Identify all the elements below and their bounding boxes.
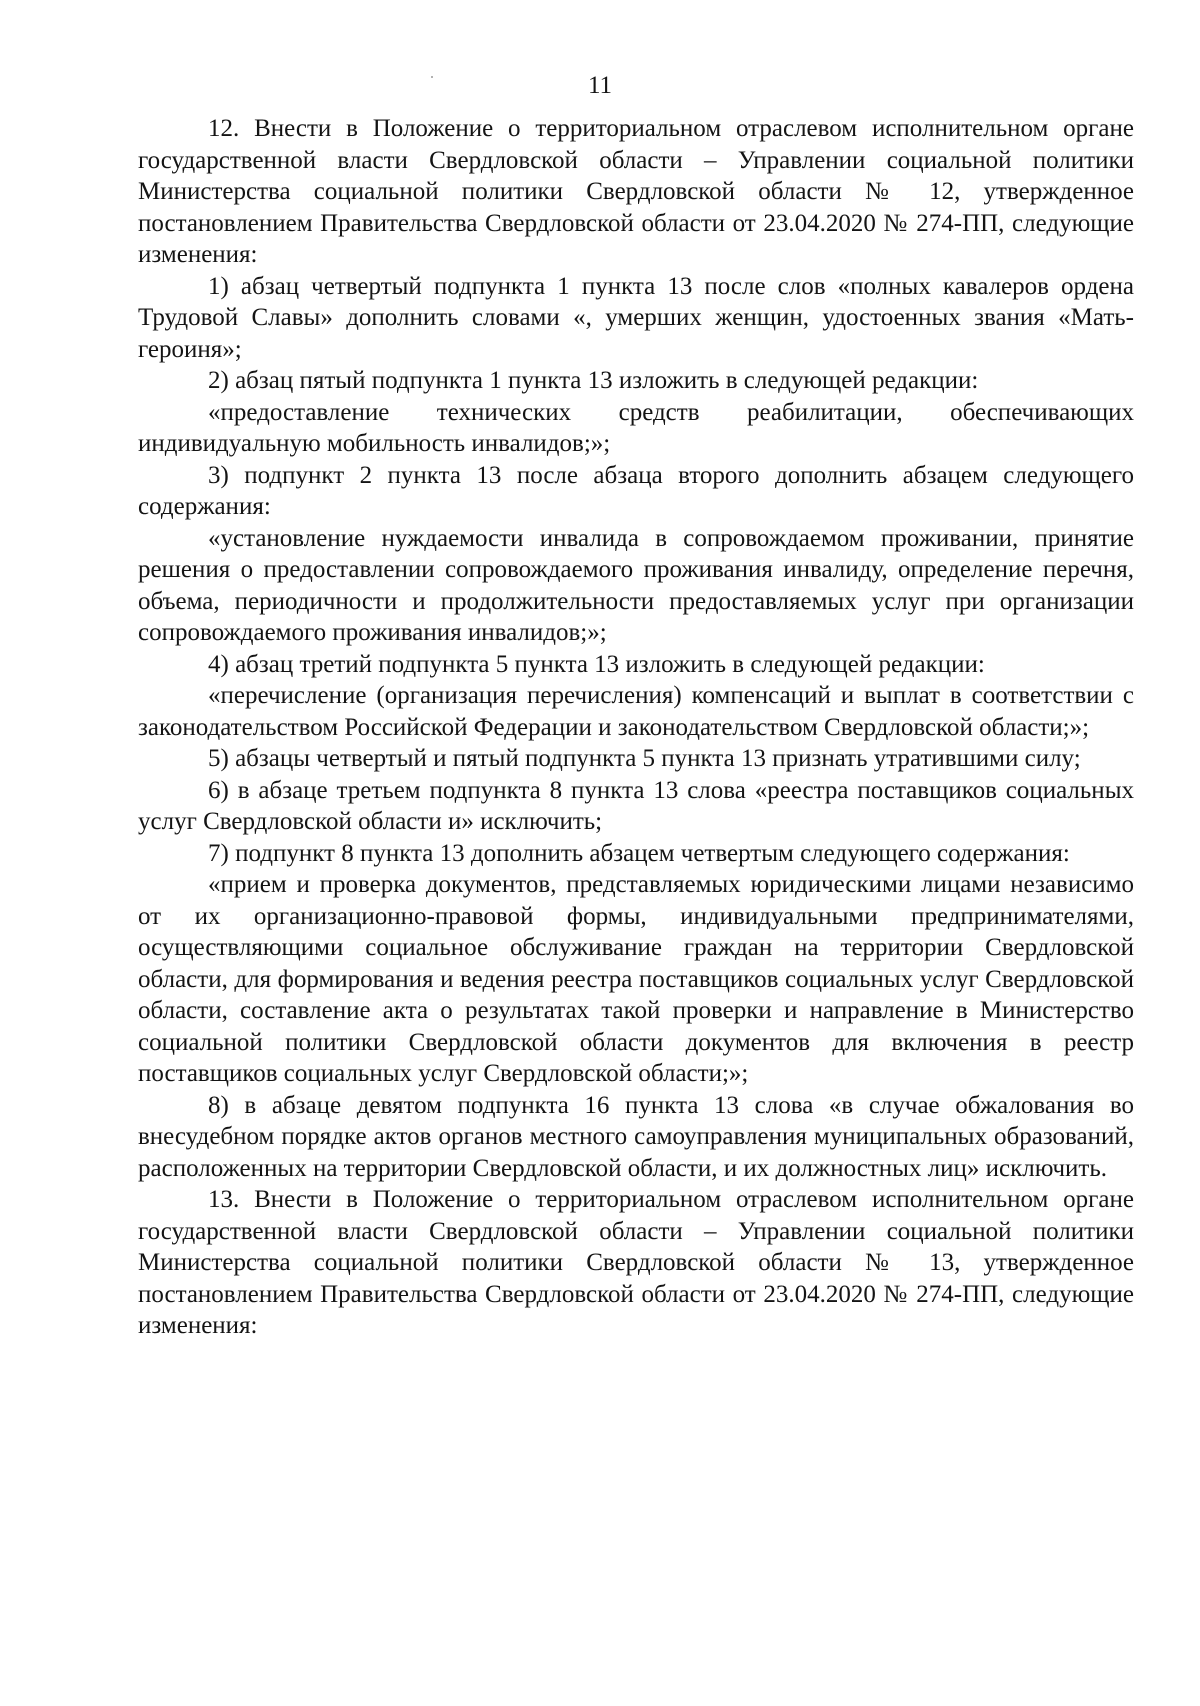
paragraph-subitem-6: 6) в абзаце третьем подпункта 8 пункта 13 слова «реестра поставщиков социальных услуг Свердловской области и» исключить; [138, 776, 1134, 835]
paragraph-subitem-7: 7) подпункт 8 пункта 13 дополнить абзацем четвертым следующего содержания: [208, 839, 1070, 867]
paragraph-subitem-5: 5) абзацы четвертый и пятый подпункта 5 пункта 13 признать утратившими силу; [208, 745, 1081, 772]
paragraph-quote-1: «предоставление технических средств реабилитации, обеспечивающих индивидуальную мобильность инвалидов;»; [138, 398, 1134, 457]
paragraph-item-12: 12. Внести в Положение о территориальном отраслевом исполнительном органе государственной власти Свердловской области – Управлении социальной политики Министерства социальной политики Свердловской области № 12, утвержденное постановлением Правительства Свердловской области от 23.04.2020 № 274-ПП, следующие изменения: [138, 115, 1134, 268]
paragraph-subitem-4: 4) абзац третий подпункта 5 пункта 13 изложить в следующей редакции: [208, 650, 985, 678]
paragraph-subitem-3: 3) подпункт 2 пункта 13 после абзаца второго дополнить абзацем следующего содержания: [138, 461, 1134, 520]
paragraph-quote-2: «установление нуждаемости инвалида в сопровождаемом проживании, принятие решения о предоставлении сопровождаемого проживания инвалиду, определение перечня, объема, периодичности и продолжительности предоставляемых услуг при организации сопровождаемого проживания инвалидов;»; [138, 524, 1134, 646]
paragraph-subitem-2: 2) абзац пятый подпункта 1 пункта 13 изложить в следующей редакции: [208, 367, 979, 394]
document-body [138, 113, 1134, 1342]
paragraph-quote-4: «прием и проверка документов, представляемых юридическими лицами независимо от их организационно-правовой формы, индивидуальными предпринимателями, осуществляющими социальное обслуживание граждан на территории Свердловской области, для формирования и ведения реестра поставщиков социальных услуг Свердловской области, составление акта о результатах такой проверки и направление в Министерство социальной политики Свердловской области документов для включения в реестр поставщиков социальных услуг Свердловской области;»; [138, 871, 1134, 1087]
page-number: 11 [587, 72, 613, 99]
paragraph-item-13: 13. Внести в Положение о территориальном отраслевом исполнительном органе государственной власти Свердловской области – Управлении социальной политики Министерства социальной политики Свердловской области № 13, утвержденное постановлением Правительства Свердловской области от 23.04.2020 № 274-ПП, следующие изменения: [138, 1186, 1134, 1339]
paragraph-subitem-8: 8) в абзаце девятом подпункта 16 пункта 13 слова «в случае обжалования во внесудебном порядке актов органов местного самоуправления муниципальных образований, расположенных на территории Свердловской области, и их должностных лиц» исключить. [138, 1091, 1134, 1182]
paragraph-subitem-1: 1) абзац четвертый подпункта 1 пункта 13 после слов «полных кавалеров ордена Трудовой Славы» дополнить словами «, умерших женщин, удостоенных звания «Мать-героиня»; [138, 272, 1134, 363]
paragraph-quote-3: «перечисление (организация перечисления) компенсаций и выплат в соответствии с законодательством Российской Федерации и законодательством Свердловской области;»; [138, 682, 1134, 741]
